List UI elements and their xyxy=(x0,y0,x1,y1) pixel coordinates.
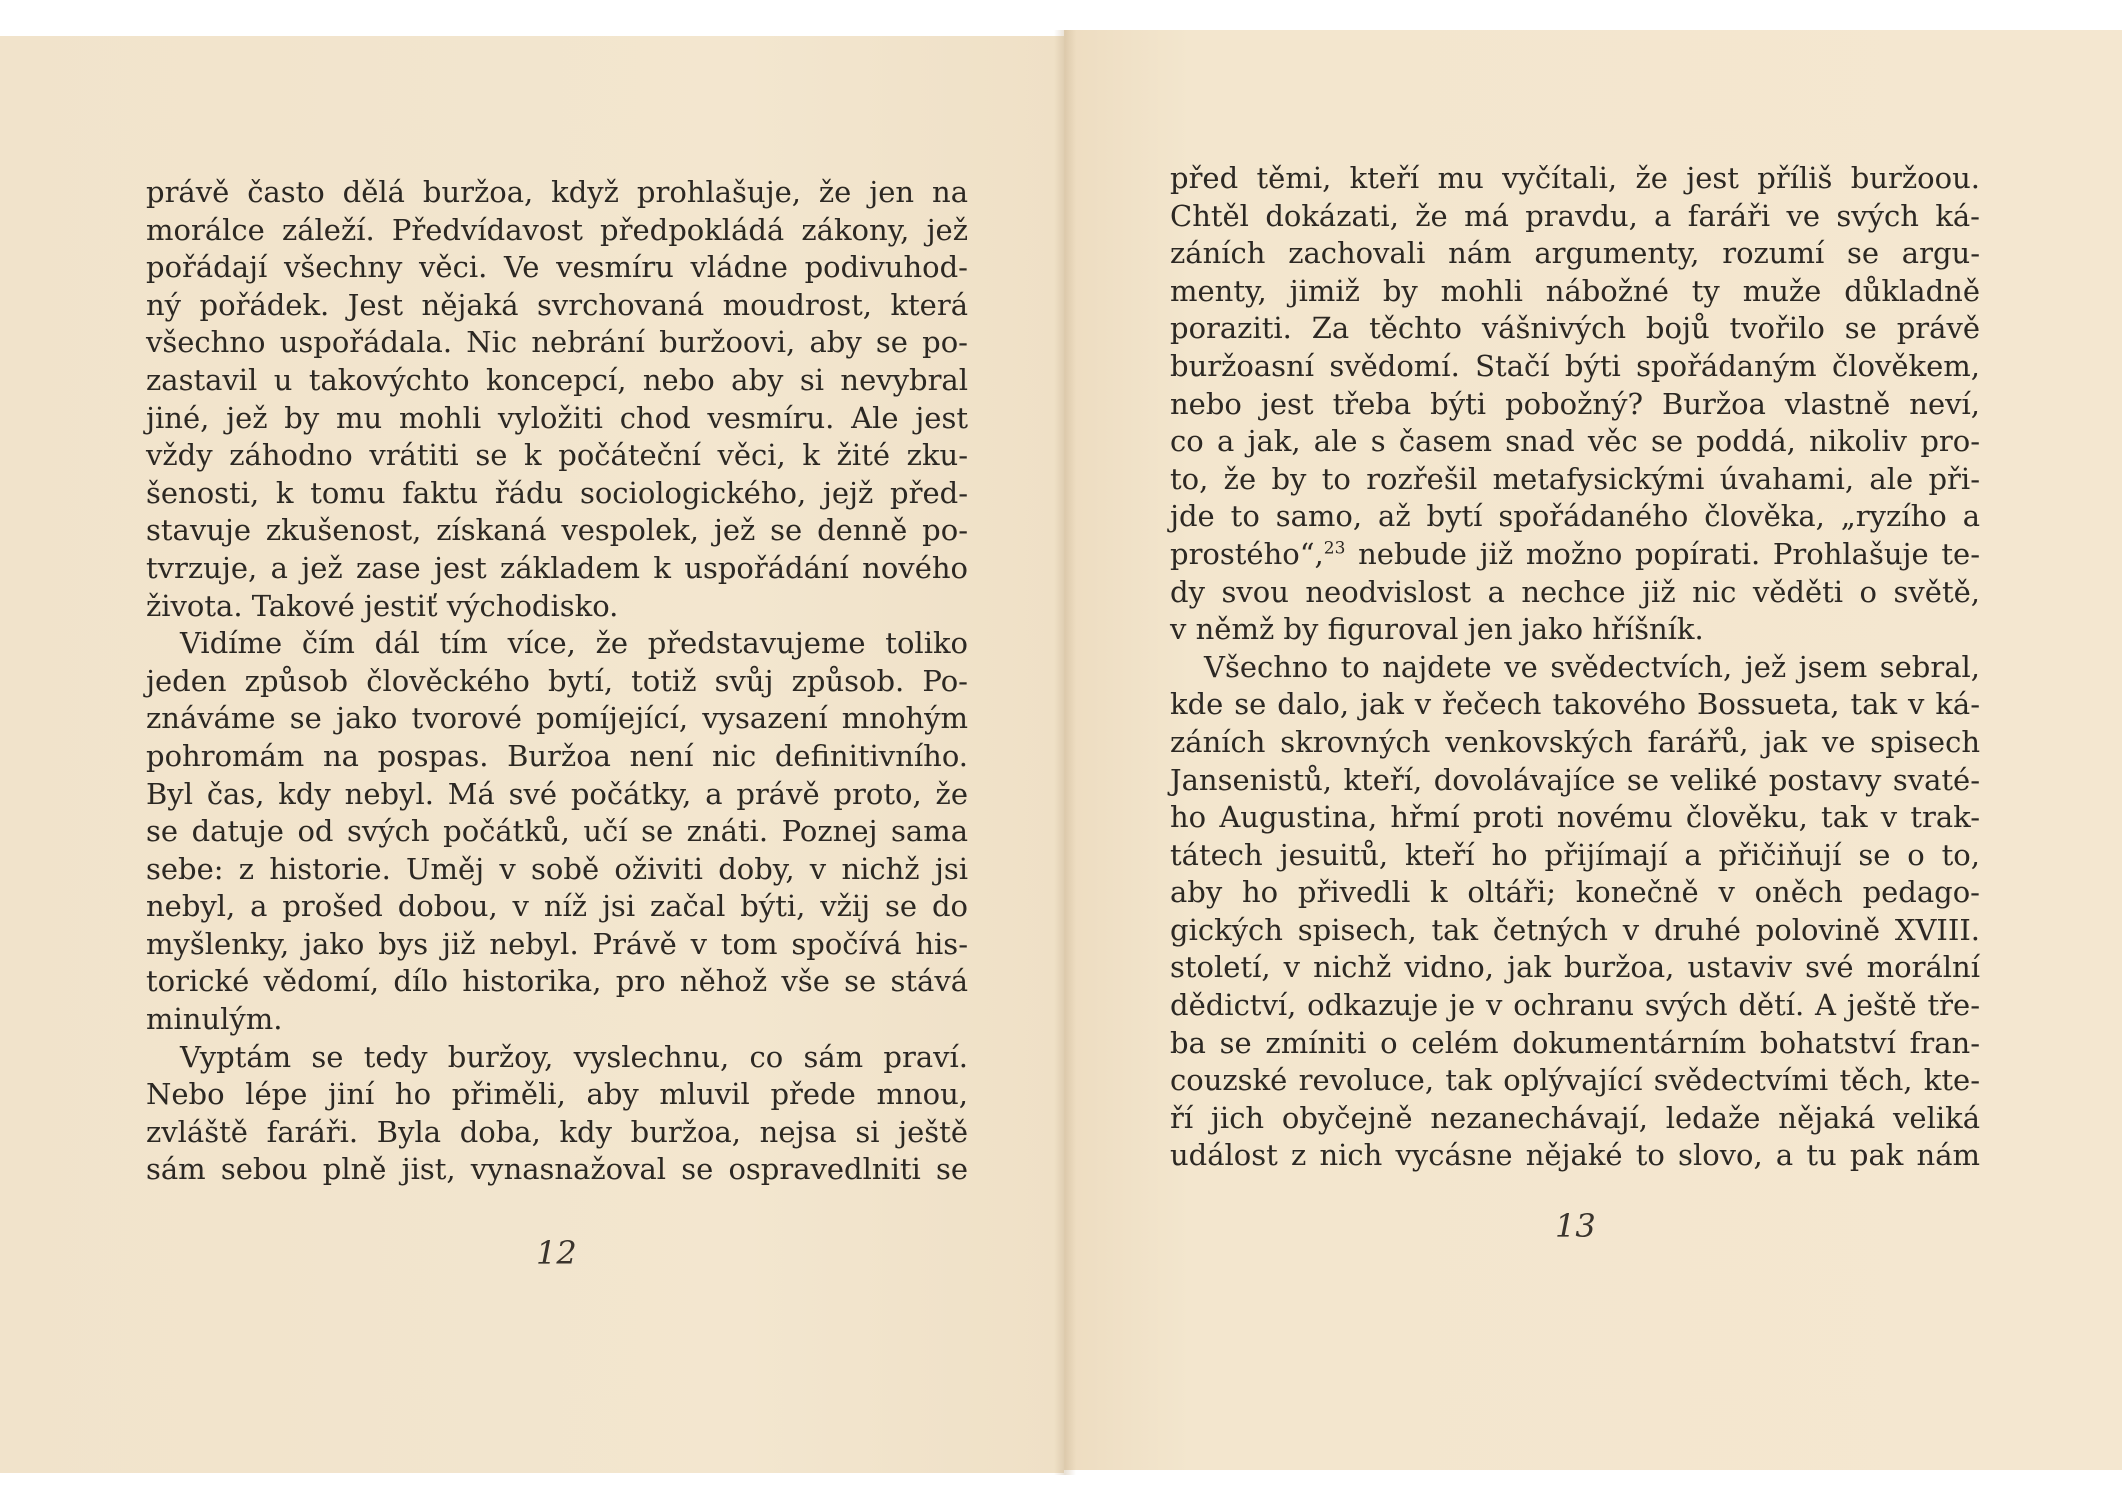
text-line: vždy záhodno vrátiti se k počáteční věci, k žité zku- xyxy=(146,438,968,473)
text-line: couzské revoluce, tak oplývající svědectvími těch, kte- xyxy=(1170,1063,1980,1098)
page-number: 12 xyxy=(536,1234,577,1272)
text-line: tátech jesuitů, kteří ho přijímají a přičiňují se o to, xyxy=(1170,837,1980,872)
text-line: pohromám na pospas. Buržoa není nic definitivního. xyxy=(146,738,968,773)
text-line: nebyl, a prošed dobou, v níž jsi začal býti, vžij se do xyxy=(146,889,968,924)
text-line: šenosti, k tomu faktu řádu sociologického, jejž před- xyxy=(146,475,968,510)
text-line: před těmi, kteří mu vyčítali, že jest příliš buržoou. xyxy=(1170,161,1980,195)
text-line: ba se zmíniti o celém dokumentárním bohatství fran- xyxy=(1170,1025,1980,1060)
text-line: sám sebou plně jist, vynasnažoval se ospravedlniti se xyxy=(146,1152,968,1187)
text-line: událost z nich vycásne nějaké to slovo, a tu pak nám xyxy=(1170,1138,1980,1173)
text-line: života. Takové jestiť východisko. xyxy=(146,588,619,623)
text-line: kde se dalo, jak v řečech takového Bossueta, tak v ká- xyxy=(1170,687,1980,722)
text-line: myšlenky, jako bys již nebyl. Právě v tom spočívá his- xyxy=(146,926,968,961)
text-line: stavuje zkušenost, získaná vespolek, jež se denně po- xyxy=(146,513,968,548)
text-line: dědictví, odkazuje je v ochranu svých dětí. A ještě tře- xyxy=(1170,988,1980,1023)
text-fragment: nebude již možno popírati. Prohlašuje te- xyxy=(1358,536,1980,571)
text-line: ří jich obyčejně nezanechávají, ledaže nějaká veliká xyxy=(1170,1100,1980,1135)
text-line: století, v nichž vidno, jak buržoa, ustaviv své morální xyxy=(1170,950,1980,985)
text-line: jiné, jež by mu mohli vyložiti chod vesmíru. Ale jest xyxy=(146,400,968,435)
text-line: ho Augustina, hřmí proti novému člověku, tak v trak- xyxy=(1170,800,1980,835)
text-line: jeden způsob člověckého bytí, totiž svůj způsob. Po- xyxy=(146,663,968,698)
text-line: záních skrovných venkovských farářů, jak ve spisech xyxy=(1170,724,1980,759)
text-fragment: prostého“, xyxy=(1170,536,1324,571)
text-line: záních zachovali nám argumenty, rozumí se argu- xyxy=(1170,236,1980,271)
page-number: 13 xyxy=(1555,1207,1596,1245)
text-line: co a jak, ale s časem snad věc se poddá, nikoliv pro- xyxy=(1170,424,1980,459)
text-line: dy svou neodvislost a nechce již nic věděti o světě, xyxy=(1170,574,1980,609)
text-line: právě často dělá buržoa, když prohlašuje, že jen na xyxy=(146,175,968,209)
text-line: Chtěl dokázati, že má pravdu, a faráři ve svých ká- xyxy=(1170,198,1980,233)
text-line: pořádají všechny věci. Ve vesmíru vládne podivuhod- xyxy=(146,250,968,285)
text-line: Vyptám se tedy buržoy, vyslechnu, co sám praví. xyxy=(180,1039,968,1074)
left-page-text xyxy=(146,174,968,1189)
text-line: buržoasní svědomí. Stačí býti spořádaným člověkem, xyxy=(1170,348,1980,383)
text-line: Nebo lépe jiní ho přiměli, aby mluvil přede mnou, xyxy=(146,1077,968,1112)
text-line: zastavil u takovýchto koncepcí, nebo aby si nevybral xyxy=(146,362,968,397)
text-line: se datuje od svých počátků, učí se znáti. Poznej sama xyxy=(146,814,968,849)
book-gutter xyxy=(1054,30,1076,1475)
text-line: v němž by figuroval jen jako hříšník. xyxy=(1170,612,1704,647)
text-line: morálce záleží. Předvídavost předpokládá zákony, jež xyxy=(146,212,968,247)
text-line: nebo jest třeba býti pobožný? Buržoa vlastně neví, xyxy=(1170,386,1980,421)
text-line: Vidíme čím dál tím více, že představujeme toliko xyxy=(180,626,968,661)
text-line: aby ho přivedli k oltáři; konečně v oněch pedago- xyxy=(1170,875,1980,910)
text-line: sebe: z historie. Uměj v sobě oživiti doby, v nichž jsi xyxy=(146,851,968,886)
text-line xyxy=(1170,536,1980,574)
text-line: Všechno to najdete ve svědectvích, jež jsem sebral, xyxy=(1204,649,1980,684)
right-page-text xyxy=(1170,160,1980,1175)
text-line: Jansenistů, kteří, dovolávajíce se veliké postavy svaté- xyxy=(1170,762,1980,797)
text-line: znáváme se jako tvorové pomíjející, vysazení mnohým xyxy=(146,701,968,736)
text-line: Byl čas, kdy nebyl. Má své počátky, a právě proto, že xyxy=(146,776,968,811)
text-line: menty, jimiž by mohli nábožné ty muže důkladně xyxy=(1170,273,1980,308)
text-line: ný pořádek. Jest nějaká svrchovaná moudrost, která xyxy=(146,287,968,322)
text-line: všechno uspořádala. Nic nebrání buržoovi, aby se po- xyxy=(146,325,968,360)
text-line: minulým. xyxy=(146,1002,283,1037)
text-line: poraziti. Za těchto vášnivých bojů tvořilo se právě xyxy=(1170,311,1980,346)
text-line: torické vědomí, dílo historika, pro něhož vše se stává xyxy=(146,964,968,999)
text-line: jde to samo, až bytí spořádaného člověka, „ryzího a xyxy=(1170,499,1980,534)
text-line: gických spisech, tak četných v druhé polovině XVIII. xyxy=(1170,912,1980,947)
text-line: zvláště faráři. Byla doba, kdy buržoa, nejsa si ještě xyxy=(146,1114,968,1149)
text-line: tvrzuje, a jež zase jest základem k uspořádání nového xyxy=(146,550,968,585)
text-line: to, že by to rozřešil metafysickými úvahami, ale při- xyxy=(1170,461,1980,496)
footnote-reference[interactable]: 23 xyxy=(1323,538,1346,559)
